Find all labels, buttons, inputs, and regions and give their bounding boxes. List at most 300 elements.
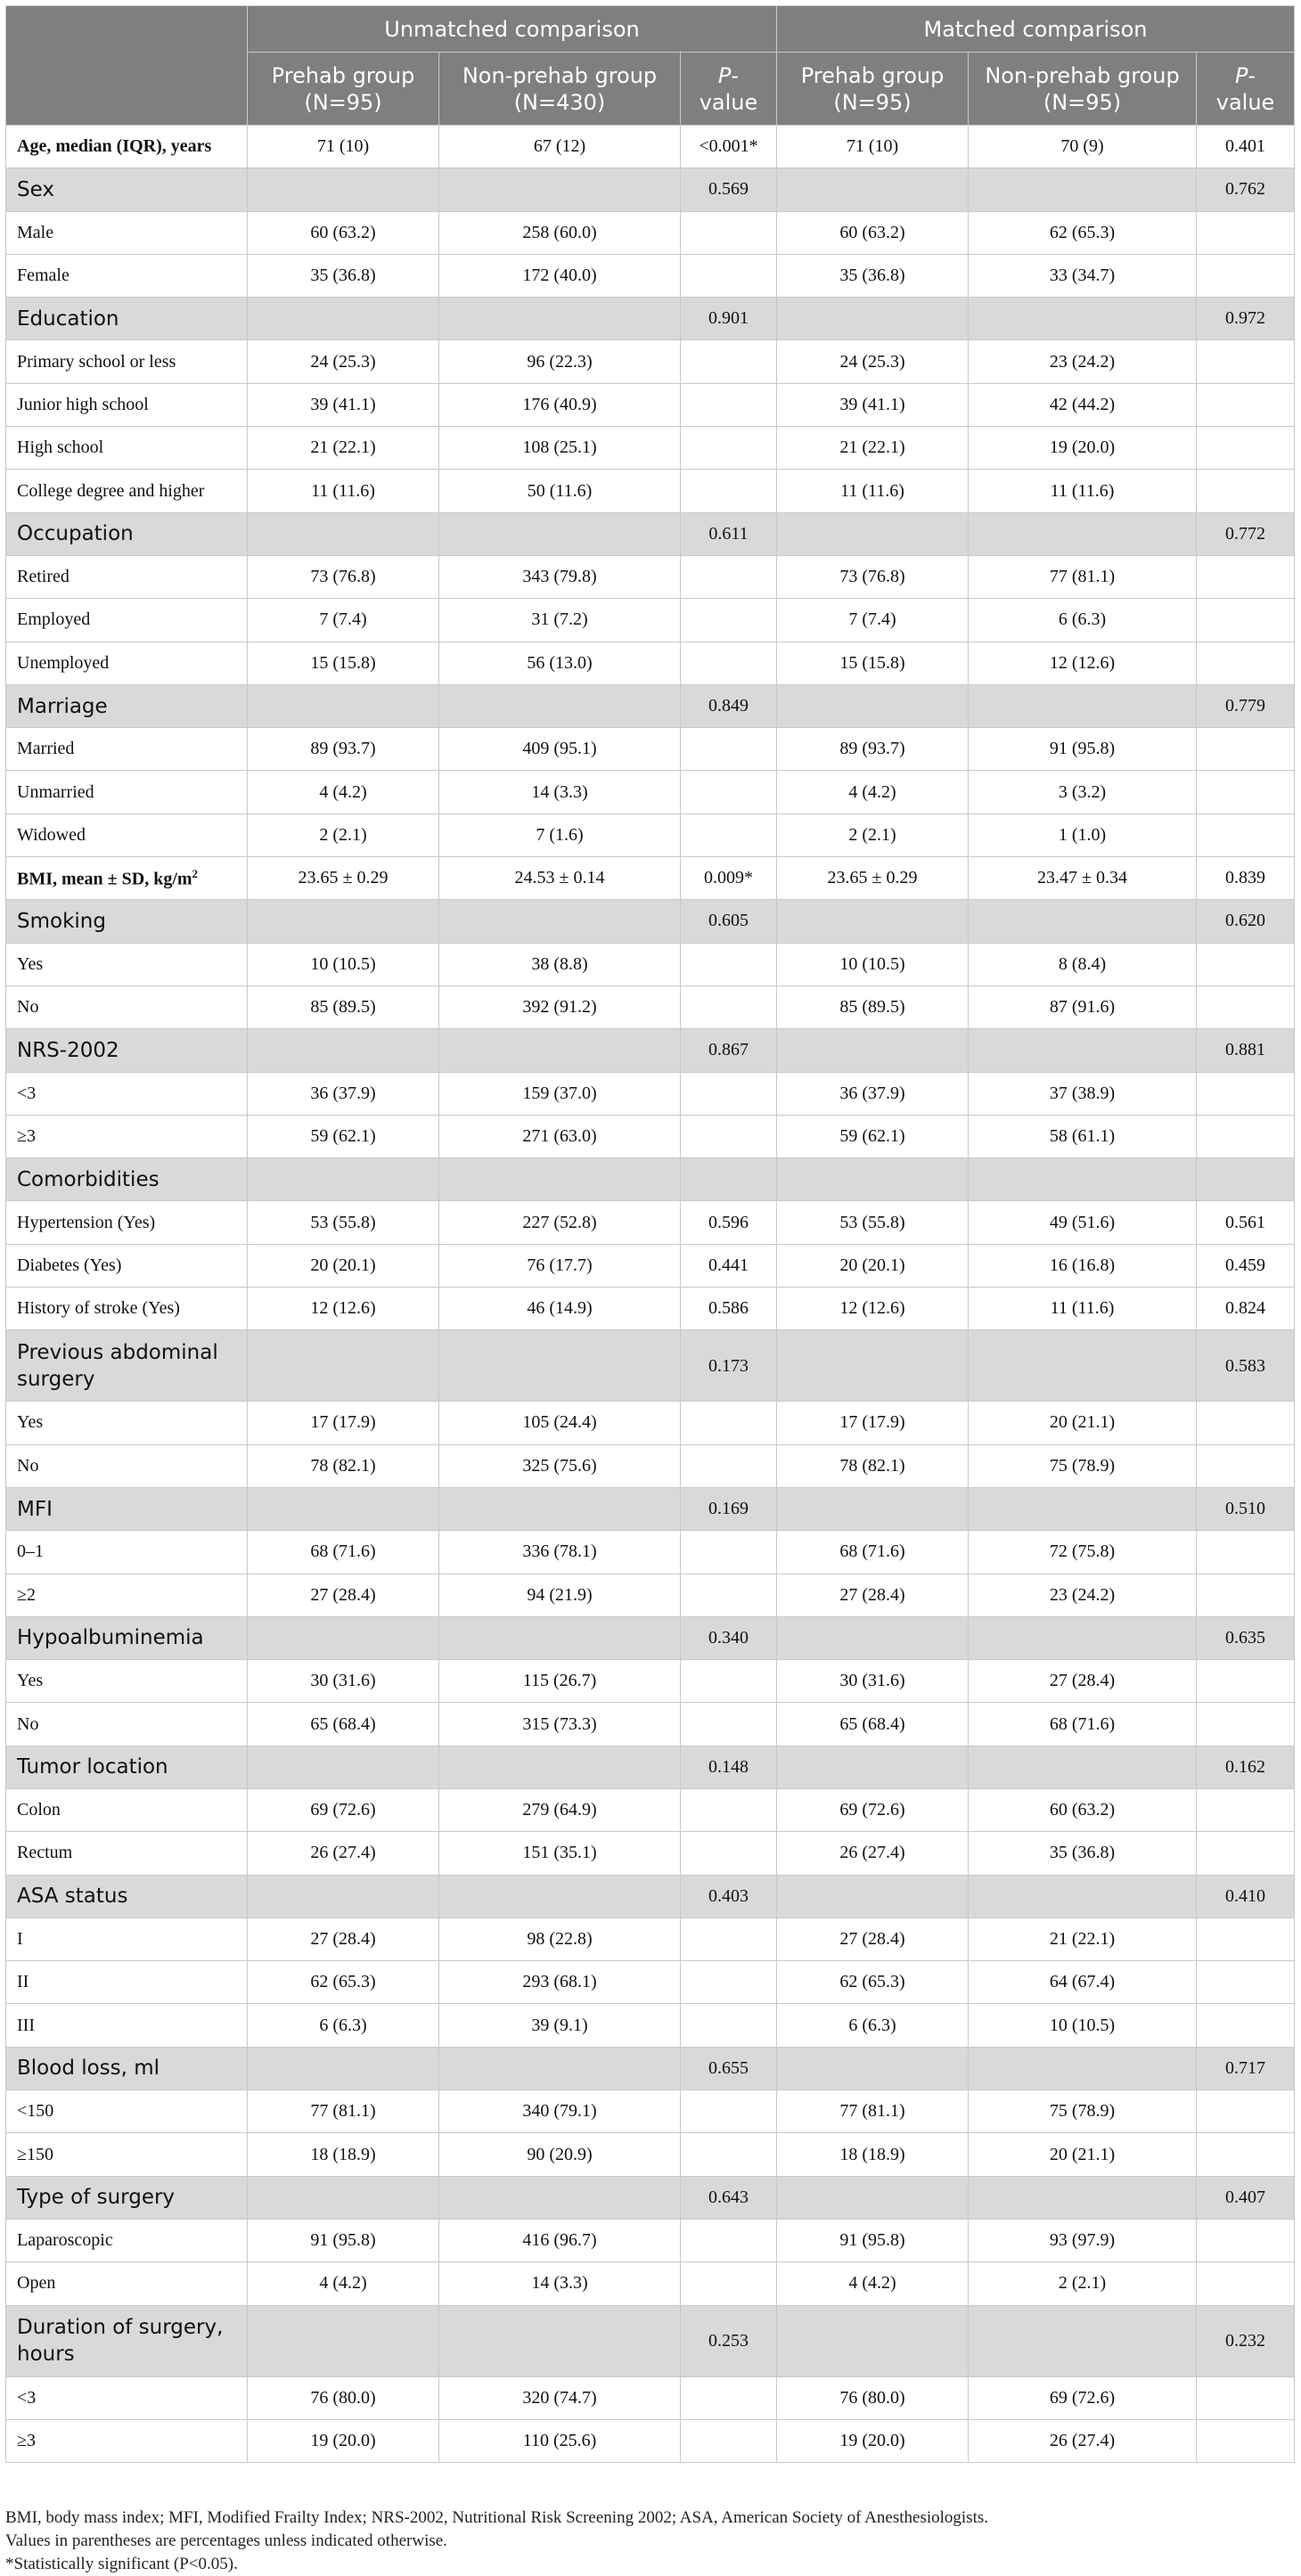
value-cell bbox=[248, 1158, 439, 1201]
header-group-n: (N=95) bbox=[1043, 89, 1122, 115]
row-label-text: History of stroke (Yes) bbox=[17, 1298, 180, 1319]
p-value-cell: 0.253 bbox=[681, 2305, 777, 2376]
table-row bbox=[6, 383, 1295, 426]
value-cell: 23.47 ± 0.34 bbox=[969, 857, 1197, 900]
value-cell: 77 (81.1) bbox=[969, 555, 1197, 598]
row-label bbox=[6, 1487, 248, 1530]
value-cell bbox=[248, 900, 439, 943]
value-cell: 64 (67.4) bbox=[969, 1961, 1197, 2004]
section-header-row bbox=[6, 2047, 1295, 2089]
row-label bbox=[6, 771, 248, 814]
row-label bbox=[6, 1244, 248, 1287]
value-cell: 315 (73.3) bbox=[439, 1703, 681, 1746]
row-label-text: I bbox=[17, 1929, 23, 1950]
value-cell: 293 (68.1) bbox=[439, 1961, 681, 2004]
value-cell: 35 (36.8) bbox=[248, 254, 439, 297]
value-cell: 108 (25.1) bbox=[439, 427, 681, 470]
value-cell: 91 (95.8) bbox=[777, 2219, 969, 2261]
p-value-cell bbox=[681, 383, 777, 426]
value-cell bbox=[439, 512, 681, 555]
value-cell: 15 (15.8) bbox=[777, 642, 969, 684]
value-cell: 14 (3.3) bbox=[439, 771, 681, 814]
p-value-cell bbox=[681, 2219, 777, 2261]
row-label-text: Marriage bbox=[17, 694, 108, 718]
row-label bbox=[6, 1531, 248, 1574]
p-value-cell bbox=[1197, 985, 1295, 1028]
header-p-suffix: -value bbox=[699, 62, 758, 115]
p-value-cell: 0.441 bbox=[681, 1244, 777, 1287]
value-cell: 279 (64.9) bbox=[439, 1788, 681, 1831]
p-value-cell bbox=[681, 2133, 777, 2176]
row-label bbox=[6, 1788, 248, 1831]
value-cell bbox=[777, 2305, 969, 2376]
p-value-cell bbox=[1197, 2419, 1295, 2462]
value-cell: 6 (6.3) bbox=[248, 2004, 439, 2047]
p-value-cell bbox=[681, 1703, 777, 1746]
value-cell: 6 (6.3) bbox=[777, 2004, 969, 2047]
p-value-cell bbox=[1197, 555, 1295, 598]
value-cell: 18 (18.9) bbox=[777, 2133, 969, 2176]
row-label bbox=[6, 2090, 248, 2133]
value-cell: 21 (22.1) bbox=[969, 1918, 1197, 1960]
table-row bbox=[6, 1115, 1295, 1157]
header-p-suffix: -value bbox=[1215, 62, 1275, 115]
p-value-cell bbox=[681, 2004, 777, 2047]
value-cell bbox=[439, 2176, 681, 2219]
value-cell: 172 (40.0) bbox=[439, 254, 681, 297]
value-cell bbox=[969, 298, 1197, 340]
value-cell: 15 (15.8) bbox=[248, 642, 439, 684]
p-value-cell: 0.459 bbox=[1197, 1244, 1295, 1287]
row-label-text: Married bbox=[17, 739, 75, 759]
section-header-row bbox=[6, 1330, 1295, 1402]
value-cell: 24.53 ± 0.14 bbox=[439, 857, 681, 900]
p-value-cell: 0.403 bbox=[681, 1875, 777, 1918]
p-value-cell bbox=[681, 814, 777, 856]
value-cell bbox=[969, 2305, 1197, 2376]
value-cell bbox=[248, 168, 439, 211]
p-value-cell bbox=[681, 728, 777, 771]
table-row bbox=[6, 985, 1295, 1028]
value-cell: 20 (21.1) bbox=[969, 2133, 1197, 2176]
p-value-cell bbox=[1197, 943, 1295, 985]
value-cell bbox=[439, 1746, 681, 1788]
row-label bbox=[6, 2047, 248, 2089]
p-value-cell bbox=[1197, 2262, 1295, 2305]
value-cell bbox=[969, 684, 1197, 727]
p-value-cell bbox=[1197, 1115, 1295, 1157]
row-label bbox=[6, 168, 248, 211]
p-value-cell: 0.635 bbox=[1197, 1616, 1295, 1659]
value-cell: 19 (20.0) bbox=[248, 2419, 439, 2462]
p-value-cell bbox=[1197, 2376, 1295, 2419]
row-label bbox=[6, 599, 248, 642]
value-cell bbox=[248, 1029, 439, 1072]
value-cell bbox=[969, 1487, 1197, 1530]
table-row bbox=[6, 857, 1295, 900]
value-cell bbox=[969, 1158, 1197, 1201]
row-label bbox=[6, 1158, 248, 1201]
value-cell: 16 (16.8) bbox=[969, 1244, 1197, 1287]
row-label bbox=[6, 943, 248, 985]
section-header-row bbox=[6, 1616, 1295, 1659]
section-header-row bbox=[6, 1746, 1295, 1788]
value-cell bbox=[439, 298, 681, 340]
header-p-value bbox=[1197, 53, 1295, 126]
row-label-text: II bbox=[17, 1972, 29, 1992]
row-label-text: Yes bbox=[17, 1412, 44, 1433]
value-cell: 89 (93.7) bbox=[777, 728, 969, 771]
p-value-cell: 0.611 bbox=[681, 512, 777, 555]
p-value-cell bbox=[681, 1832, 777, 1875]
p-value-cell bbox=[1197, 599, 1295, 642]
header-unmatched-comparison: Unmatched comparison bbox=[248, 6, 777, 53]
table-row bbox=[6, 2262, 1295, 2305]
value-cell: 2 (2.1) bbox=[969, 2262, 1197, 2305]
p-value-cell bbox=[681, 2262, 777, 2305]
table-row bbox=[6, 1574, 1295, 1616]
row-label-text: ≥3 bbox=[17, 1125, 36, 1146]
p-value-cell: <0.001* bbox=[681, 126, 777, 168]
value-cell: 91 (95.8) bbox=[969, 728, 1197, 771]
header-p-letter: P bbox=[1234, 62, 1248, 88]
value-cell: 11 (11.6) bbox=[969, 1288, 1197, 1330]
value-cell bbox=[439, 1158, 681, 1201]
row-label-text: <3 bbox=[17, 2387, 37, 2408]
p-value-cell bbox=[681, 254, 777, 297]
row-label-text: III bbox=[17, 2015, 35, 2035]
table-row bbox=[6, 2090, 1295, 2133]
row-label bbox=[6, 383, 248, 426]
value-cell bbox=[777, 1487, 969, 1530]
header-p-value bbox=[681, 53, 777, 126]
row-label bbox=[6, 684, 248, 727]
p-value-cell bbox=[681, 2419, 777, 2462]
footnote-line: *Statistically significant (P<0.05). bbox=[5, 2555, 238, 2573]
row-label-text: Male bbox=[17, 222, 54, 242]
value-cell: 27 (28.4) bbox=[777, 1574, 969, 1616]
p-value-cell: 0.772 bbox=[1197, 512, 1295, 555]
p-value-cell bbox=[681, 555, 777, 598]
value-cell: 65 (68.4) bbox=[777, 1703, 969, 1746]
row-label bbox=[6, 1961, 248, 2004]
value-cell bbox=[777, 1330, 969, 1402]
table-row bbox=[6, 1201, 1295, 1244]
row-label bbox=[6, 1918, 248, 1960]
value-cell bbox=[439, 1029, 681, 1072]
table-row bbox=[6, 2219, 1295, 2261]
value-cell: 27 (28.4) bbox=[248, 1918, 439, 1960]
value-cell: 87 (91.6) bbox=[969, 985, 1197, 1028]
value-cell: 151 (35.1) bbox=[439, 1832, 681, 1875]
p-value-cell bbox=[681, 470, 777, 512]
value-cell: 59 (62.1) bbox=[777, 1115, 969, 1157]
section-header-row bbox=[6, 1487, 1295, 1530]
value-cell bbox=[248, 1875, 439, 1918]
value-cell bbox=[969, 1746, 1197, 1788]
p-value-cell bbox=[1197, 1072, 1295, 1115]
value-cell: 68 (71.6) bbox=[969, 1703, 1197, 1746]
row-label bbox=[6, 427, 248, 470]
p-value-cell: 0.407 bbox=[1197, 2176, 1295, 2219]
row-label-text: No bbox=[17, 1455, 39, 1476]
value-cell: 27 (28.4) bbox=[248, 1574, 439, 1616]
p-value-cell bbox=[681, 1444, 777, 1487]
p-value-cell: 0.162 bbox=[1197, 1746, 1295, 1788]
value-cell: 38 (8.8) bbox=[439, 943, 681, 985]
p-value-cell bbox=[1197, 470, 1295, 512]
row-label-text: Yes bbox=[17, 1671, 44, 1691]
p-value-cell: 0.596 bbox=[681, 1201, 777, 1244]
value-cell: 110 (25.6) bbox=[439, 2419, 681, 2462]
value-cell: 68 (71.6) bbox=[777, 1531, 969, 1574]
p-value-cell bbox=[681, 211, 777, 254]
value-cell: 94 (21.9) bbox=[439, 1574, 681, 1616]
value-cell: 73 (76.8) bbox=[248, 555, 439, 598]
value-cell: 60 (63.2) bbox=[777, 211, 969, 254]
p-value-cell bbox=[1197, 814, 1295, 856]
row-label-text: Comorbidities bbox=[17, 1167, 160, 1191]
table-row bbox=[6, 1072, 1295, 1115]
row-label-text: Unmarried bbox=[17, 781, 94, 802]
row-label bbox=[6, 728, 248, 771]
header-group-n: (N=95) bbox=[304, 89, 382, 115]
value-cell: 26 (27.4) bbox=[248, 1832, 439, 1875]
value-cell: 77 (81.1) bbox=[777, 2090, 969, 2133]
value-cell: 33 (34.7) bbox=[969, 254, 1197, 297]
row-label-text: Yes bbox=[17, 953, 44, 974]
value-cell: 2 (2.1) bbox=[777, 814, 969, 856]
value-cell: 159 (37.0) bbox=[439, 1072, 681, 1115]
p-value-cell bbox=[1197, 427, 1295, 470]
value-cell: 176 (40.9) bbox=[439, 383, 681, 426]
p-value-cell bbox=[1197, 1531, 1295, 1574]
p-value-cell bbox=[681, 1072, 777, 1115]
row-label bbox=[6, 126, 248, 168]
row-label bbox=[6, 254, 248, 297]
p-value-cell: 0.867 bbox=[681, 1029, 777, 1072]
p-value-cell bbox=[681, 1402, 777, 1444]
p-value-cell: 0.173 bbox=[681, 1330, 777, 1402]
p-value-cell bbox=[681, 1660, 777, 1703]
value-cell: 18 (18.9) bbox=[248, 2133, 439, 2176]
value-cell: 10 (10.5) bbox=[248, 943, 439, 985]
value-cell: 416 (96.7) bbox=[439, 2219, 681, 2261]
value-cell: 409 (95.1) bbox=[439, 728, 681, 771]
value-cell bbox=[969, 1029, 1197, 1072]
value-cell: 76 (80.0) bbox=[777, 2376, 969, 2419]
p-value-cell bbox=[1197, 1402, 1295, 1444]
row-label-text: Duration of surgery, hours bbox=[17, 2316, 224, 2367]
row-label-text: Sex bbox=[17, 177, 54, 201]
row-label bbox=[6, 2219, 248, 2261]
p-value-cell: 0.643 bbox=[681, 2176, 777, 2219]
footnote-line: BMI, body mass index; MFI, Modified Frailty Index; NRS-2002, Nutritional Risk Screening 2002; ASA, American Society of Anesthesiologists. bbox=[5, 2508, 988, 2527]
p-value-cell: 0.401 bbox=[1197, 126, 1295, 168]
table-row bbox=[6, 1660, 1295, 1703]
baseline-characteristics-table bbox=[5, 5, 1295, 2463]
value-cell: 69 (72.6) bbox=[969, 2376, 1197, 2419]
table-row bbox=[6, 943, 1295, 985]
value-cell bbox=[439, 2305, 681, 2376]
p-value-cell: 0.849 bbox=[681, 684, 777, 727]
p-value-cell bbox=[1197, 2090, 1295, 2133]
p-value-cell bbox=[681, 2376, 777, 2419]
value-cell: 39 (41.1) bbox=[777, 383, 969, 426]
row-label-text: Retired bbox=[17, 567, 70, 587]
value-cell: 336 (78.1) bbox=[439, 1531, 681, 1574]
value-cell: 69 (72.6) bbox=[777, 1788, 969, 1831]
p-value-cell bbox=[1197, 1574, 1295, 1616]
header-p-letter: P bbox=[717, 62, 732, 88]
row-label bbox=[6, 1288, 248, 1330]
value-cell bbox=[969, 1330, 1197, 1402]
value-cell: 10 (10.5) bbox=[777, 943, 969, 985]
value-cell bbox=[969, 900, 1197, 943]
value-cell: 24 (25.3) bbox=[248, 340, 439, 383]
value-cell: 2 (2.1) bbox=[248, 814, 439, 856]
footnote-line: Values in parentheses are percentages unless indicated otherwise. bbox=[5, 2531, 447, 2550]
value-cell: 60 (63.2) bbox=[248, 211, 439, 254]
value-cell bbox=[248, 298, 439, 340]
table-row bbox=[6, 427, 1295, 470]
value-cell bbox=[777, 1029, 969, 1072]
value-cell: 93 (97.9) bbox=[969, 2219, 1197, 2261]
row-label bbox=[6, 555, 248, 598]
value-cell: 3 (3.2) bbox=[969, 771, 1197, 814]
row-label-text: College degree and higher bbox=[17, 480, 205, 501]
row-label-text: MFI bbox=[17, 1497, 53, 1521]
value-cell: 53 (55.8) bbox=[248, 1201, 439, 1244]
value-cell: 68 (71.6) bbox=[248, 1531, 439, 1574]
value-cell bbox=[248, 512, 439, 555]
value-cell: 8 (8.4) bbox=[969, 943, 1197, 985]
value-cell: 14 (3.3) bbox=[439, 2262, 681, 2305]
value-cell: 42 (44.2) bbox=[969, 383, 1197, 426]
section-header-row bbox=[6, 900, 1295, 943]
p-value-cell: 0.881 bbox=[1197, 1029, 1295, 1072]
value-cell: 39 (41.1) bbox=[248, 383, 439, 426]
table-row bbox=[6, 1918, 1295, 1960]
row-label-text: Primary school or less bbox=[17, 351, 176, 372]
value-cell bbox=[777, 900, 969, 943]
value-cell bbox=[439, 1330, 681, 1402]
p-value-cell bbox=[681, 1158, 777, 1201]
table-header bbox=[6, 6, 1295, 126]
value-cell: 62 (65.3) bbox=[248, 1961, 439, 2004]
p-value-cell bbox=[681, 642, 777, 684]
value-cell bbox=[777, 1746, 969, 1788]
value-cell bbox=[248, 1487, 439, 1530]
table-row bbox=[6, 2419, 1295, 2462]
row-label-text: <3 bbox=[17, 1083, 37, 1103]
value-cell: 70 (9) bbox=[969, 126, 1197, 168]
value-cell: 1 (1.0) bbox=[969, 814, 1197, 856]
value-cell: 53 (55.8) bbox=[777, 1201, 969, 1244]
row-label-text: Age, median (IQR), years bbox=[17, 136, 212, 157]
value-cell: 30 (31.6) bbox=[248, 1660, 439, 1703]
value-cell: 50 (11.6) bbox=[439, 470, 681, 512]
value-cell: 343 (79.8) bbox=[439, 555, 681, 598]
value-cell: 35 (36.8) bbox=[777, 254, 969, 297]
row-label bbox=[6, 298, 248, 340]
table-body bbox=[6, 126, 1295, 2463]
table-row bbox=[6, 599, 1295, 642]
value-cell bbox=[248, 1330, 439, 1402]
p-value-cell: 0.839 bbox=[1197, 857, 1295, 900]
value-cell: 27 (28.4) bbox=[777, 1918, 969, 1960]
row-label bbox=[6, 1330, 248, 1402]
table-row bbox=[6, 1444, 1295, 1487]
value-cell: 26 (27.4) bbox=[969, 2419, 1197, 2462]
table-row bbox=[6, 1703, 1295, 1746]
value-cell: 24 (25.3) bbox=[777, 340, 969, 383]
table-row bbox=[6, 814, 1295, 856]
table-footnotes bbox=[5, 2506, 988, 2576]
value-cell bbox=[969, 1616, 1197, 1659]
row-label-text: No bbox=[17, 1713, 39, 1734]
p-value-cell: 0.779 bbox=[1197, 684, 1295, 727]
value-cell bbox=[777, 1875, 969, 1918]
table-row bbox=[6, 771, 1295, 814]
p-value-cell bbox=[1197, 1660, 1295, 1703]
value-cell: 31 (7.2) bbox=[439, 599, 681, 642]
table-row bbox=[6, 470, 1295, 512]
value-cell: 67 (12) bbox=[439, 126, 681, 168]
header-group-name: Non-prehab group bbox=[985, 62, 1180, 88]
value-cell: 19 (20.0) bbox=[777, 2419, 969, 2462]
value-cell bbox=[248, 2176, 439, 2219]
row-label bbox=[6, 1115, 248, 1157]
row-label-text: BMI, mean ± SD, kg/m bbox=[17, 869, 192, 889]
value-cell bbox=[777, 2176, 969, 2219]
row-label bbox=[6, 1072, 248, 1115]
row-label-text: Smoking bbox=[17, 909, 106, 933]
value-cell: 30 (31.6) bbox=[777, 1660, 969, 1703]
value-cell: 23 (24.2) bbox=[969, 340, 1197, 383]
row-label-text: No bbox=[17, 997, 39, 1018]
table-row bbox=[6, 1531, 1295, 1574]
p-value-cell bbox=[1197, 2219, 1295, 2261]
value-cell: 26 (27.4) bbox=[777, 1832, 969, 1875]
value-cell: 21 (22.1) bbox=[777, 427, 969, 470]
p-value-cell: 0.009* bbox=[681, 857, 777, 900]
row-label bbox=[6, 1444, 248, 1487]
row-label bbox=[6, 211, 248, 254]
row-label-text: Blood loss, ml bbox=[17, 2057, 160, 2081]
value-cell: 10 (10.5) bbox=[969, 2004, 1197, 2047]
value-cell: 39 (9.1) bbox=[439, 2004, 681, 2047]
p-value-cell: 0.410 bbox=[1197, 1875, 1295, 1918]
table-row bbox=[6, 340, 1295, 383]
value-cell bbox=[248, 1746, 439, 1788]
p-value-cell: 0.824 bbox=[1197, 1288, 1295, 1330]
p-value-cell bbox=[681, 1961, 777, 2004]
p-value-cell: 0.561 bbox=[1197, 1201, 1295, 1244]
row-label bbox=[6, 2133, 248, 2176]
value-cell: 59 (62.1) bbox=[248, 1115, 439, 1157]
p-value-cell bbox=[1197, 1703, 1295, 1746]
value-cell: 20 (21.1) bbox=[969, 1402, 1197, 1444]
row-label bbox=[6, 2419, 248, 2462]
row-label-text: NRS-2002 bbox=[17, 1038, 119, 1062]
p-value-cell bbox=[1197, 1444, 1295, 1487]
header-group-name: Prehab group bbox=[800, 62, 945, 88]
value-cell: 23 (24.2) bbox=[969, 1574, 1197, 1616]
row-label bbox=[6, 2305, 248, 2376]
section-header-row bbox=[6, 168, 1295, 211]
p-value-cell bbox=[1197, 642, 1295, 684]
